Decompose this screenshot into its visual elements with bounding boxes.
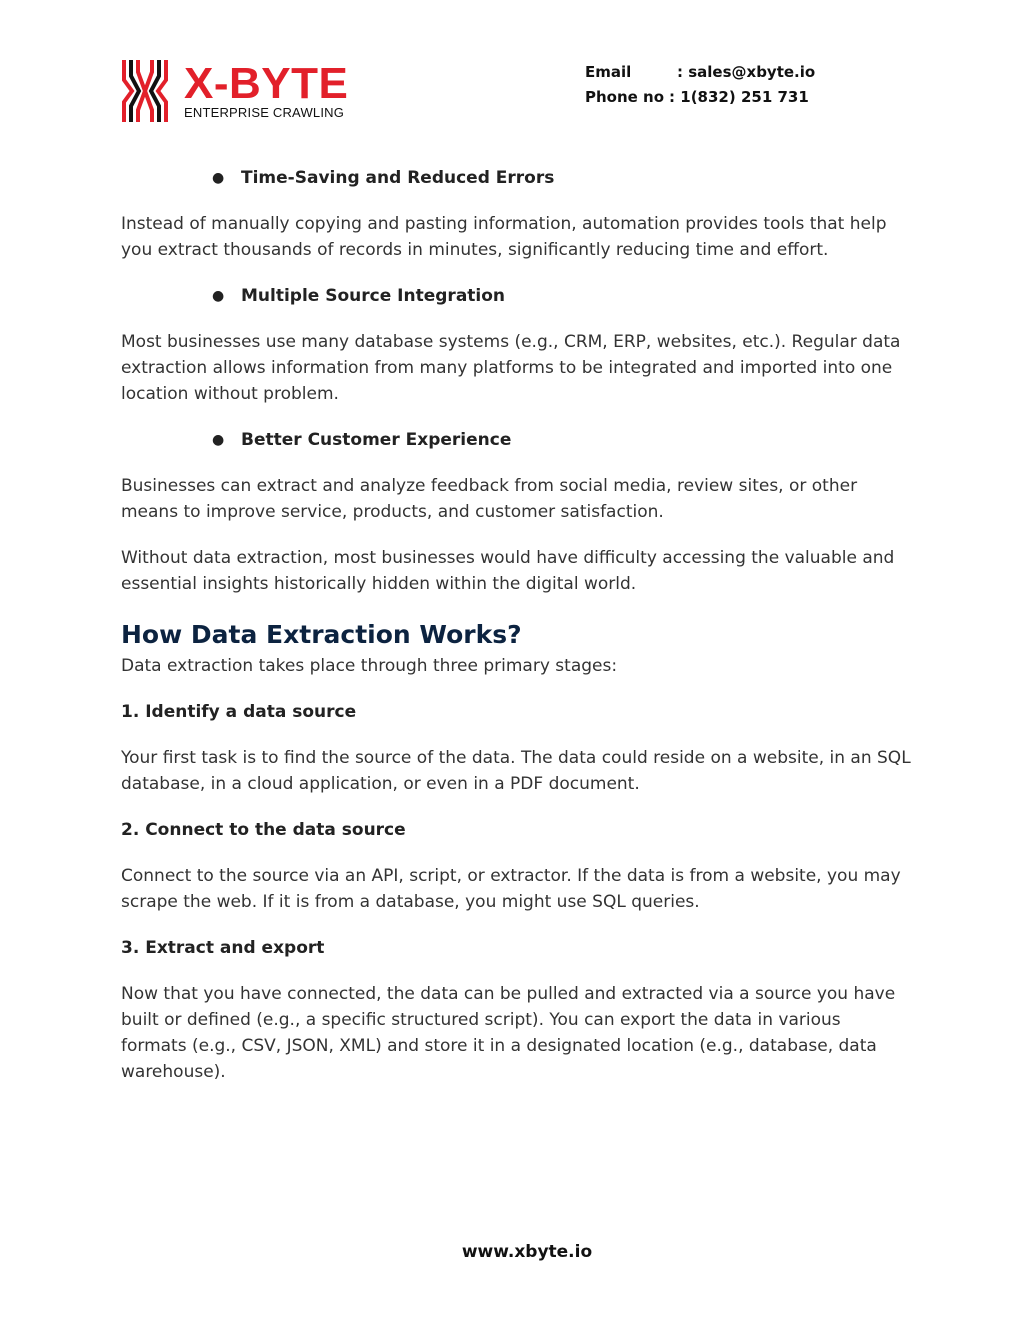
- closing-paragraph: Without data extraction, most businesses would have difficulty accessing the valuable and essential insights historically hidden within the digital world.: [121, 548, 895, 594]
- document-body: [121, 165, 911, 1105]
- section-paragraph: Instead of manually copying and pasting information, automation provides tools that help you extract thousands of records in minutes, significantly reducing time and effort.: [121, 214, 887, 260]
- section-heading: How Data Extraction Works?: [121, 620, 522, 649]
- step-paragraph: Now that you have connected, the data can be pulled and extracted via a source you have built or defined (e.g., a specific structured script). You can export the data in various formats (e.g., CSV, JSON, XML) and store it in a designated location (e.g., database, data warehouse).: [121, 984, 896, 1082]
- step-heading: 2. Connect to the data source: [121, 820, 406, 840]
- phone-value: : 1(832) 251 731: [669, 88, 809, 106]
- section-paragraph: Businesses can extract and analyze feedback from social media, review sites, or other means to improve service, products, and customer satisfaction.: [121, 476, 858, 522]
- bullet-heading: [121, 283, 911, 309]
- step-paragraph: Your first task is to find the source of the data. The data could reside on a website, in an SQL database, in a cloud application, or even in a PDF document.: [121, 748, 911, 794]
- phone-label: Phone no: [585, 88, 665, 106]
- company-logo: [122, 60, 362, 124]
- intro-paragraph: Data extraction takes place through three primary stages:: [121, 656, 618, 676]
- step-paragraph: Connect to the source via an API, script, or extractor. If the data is from a website, you may scrape the web. If it is from a database, you might use SQL queries.: [121, 866, 901, 912]
- xbyte-logo-mark-icon: [122, 60, 168, 122]
- step-heading: 3. Extract and export: [121, 938, 325, 958]
- bullet-icon: ●: [212, 170, 225, 186]
- contact-email-row: [585, 60, 815, 85]
- bullet-icon: ●: [212, 432, 225, 448]
- bullet-heading-text: Better Customer Experience: [241, 430, 512, 450]
- contact-info: [585, 60, 815, 110]
- email-value[interactable]: : sales@xbyte.io: [677, 63, 816, 81]
- logo-wordmark: X-BYTE: [184, 59, 349, 108]
- contact-phone-row: [585, 85, 815, 110]
- website-link[interactable]: www.xbyte.io: [461, 1242, 593, 1262]
- bullet-heading-text: Multiple Source Integration: [241, 286, 506, 306]
- bullet-heading: [121, 165, 911, 191]
- section-paragraph: Most businesses use many database systems (e.g., CRM, ERP, websites, etc.). Regular data extraction allows information from many platforms to be integrated and imported into one location without problem.: [121, 332, 901, 404]
- bullet-icon: ●: [212, 288, 225, 304]
- email-label: Email: [585, 63, 632, 81]
- step-heading: 1. Identify a data source: [121, 702, 357, 722]
- bullet-heading: [121, 427, 911, 453]
- page-footer: [0, 1239, 1024, 1265]
- logo-tagline: ENTERPRISE CRAWLING: [184, 105, 345, 120]
- bullet-heading-text: Time-Saving and Reduced Errors: [241, 168, 555, 188]
